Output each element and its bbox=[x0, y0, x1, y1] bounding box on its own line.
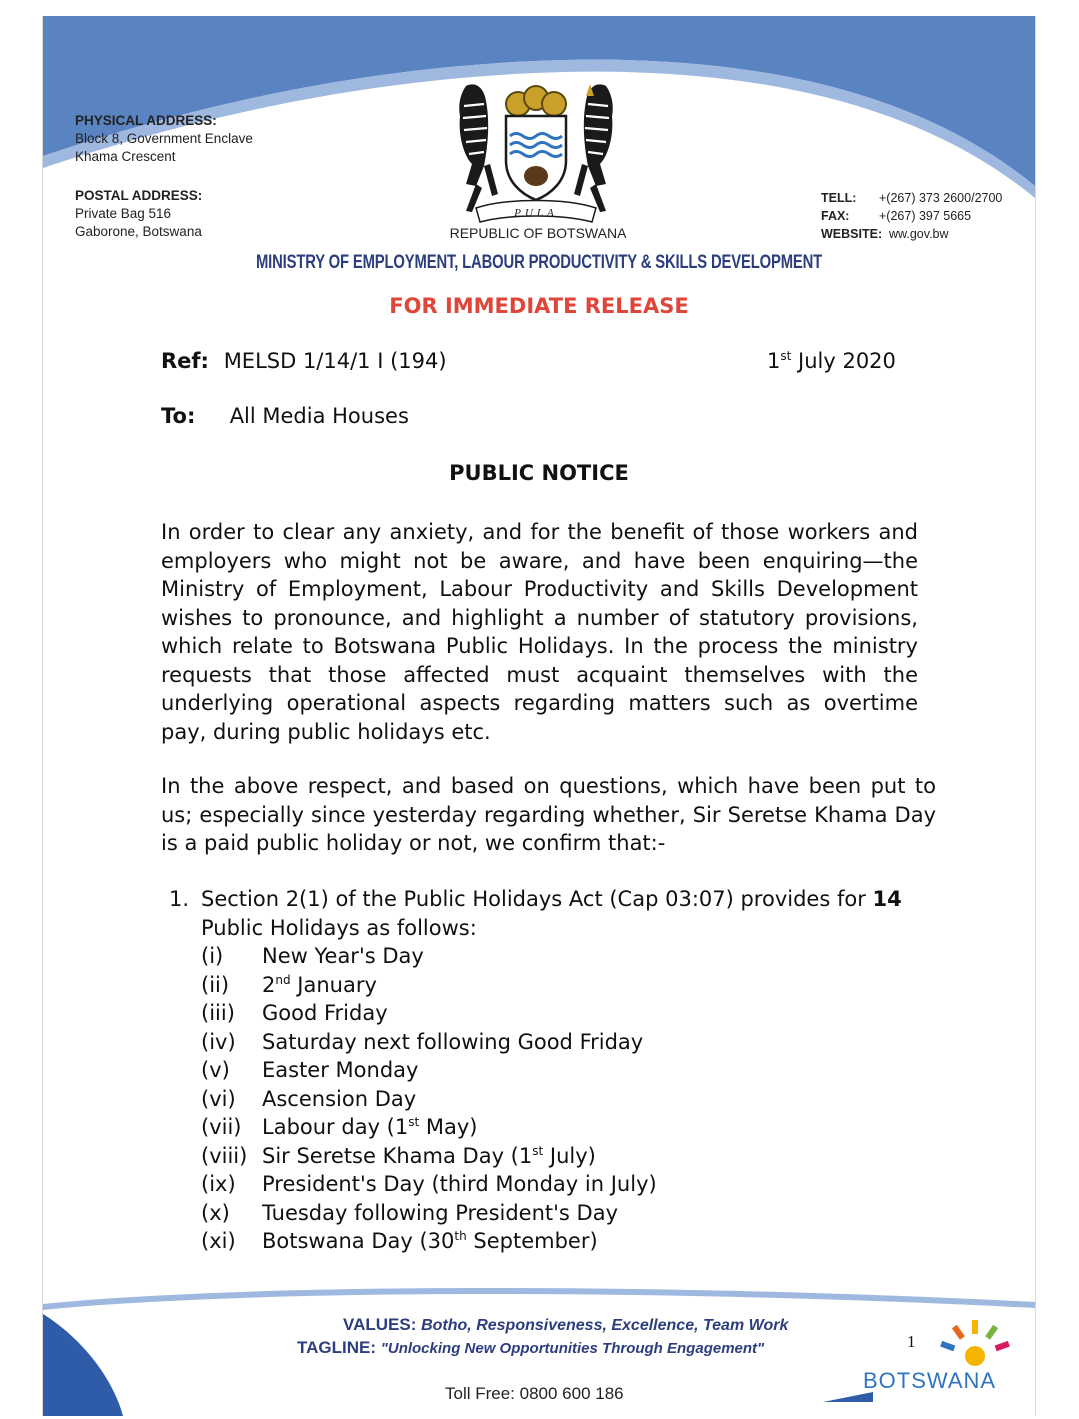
list-item-number: (v) bbox=[201, 1058, 230, 1082]
botswana-brand-text: BOTSWANA bbox=[863, 1368, 997, 1393]
postal-address bbox=[75, 187, 202, 241]
reference-line bbox=[161, 347, 447, 376]
list-item-text: Saturday next following Good Friday bbox=[262, 1029, 644, 1054]
tagline-text: "Unlocking New Opportunities Through Engagement" bbox=[380, 1340, 765, 1357]
list-item-text: Labour day (1 bbox=[262, 1115, 409, 1139]
fax-label: FAX: bbox=[821, 209, 850, 223]
list-item-text: 2 bbox=[262, 972, 276, 997]
toll-free: Toll Free: 0800 600 186 bbox=[445, 1384, 624, 1403]
list-item-text: Ascension Day bbox=[262, 1086, 417, 1111]
list-item-text: Botswana Day (30 bbox=[262, 1229, 455, 1253]
botswana-sun-logo bbox=[923, 1316, 1028, 1366]
date-rest: July 2020 bbox=[791, 349, 896, 373]
list-item-number: (vi) bbox=[201, 1086, 236, 1111]
list-item bbox=[201, 1028, 643, 1057]
list-item-number: (xi) bbox=[201, 1229, 236, 1253]
notice-title: PUBLIC NOTICE bbox=[449, 461, 629, 485]
website-value: ww.gov.bw bbox=[889, 227, 949, 241]
coat-of-arms-emblem bbox=[436, 66, 636, 226]
date-line bbox=[767, 347, 896, 376]
date-day: 1 bbox=[767, 349, 781, 373]
to-value: All Media Houses bbox=[229, 404, 409, 428]
republic-label: REPUBLIC OF BOTSWANA bbox=[449, 225, 627, 241]
fax-value: +(267) 397 5665 bbox=[879, 209, 972, 223]
list-item-after: January bbox=[290, 972, 377, 997]
date-suffix: st bbox=[780, 349, 792, 363]
website-label: WEBSITE: bbox=[821, 227, 883, 241]
holiday-count: 14 bbox=[872, 887, 902, 911]
tel-row bbox=[821, 189, 1002, 207]
list-item-number: (iii) bbox=[201, 1001, 235, 1025]
list-item-after: September) bbox=[466, 1229, 598, 1253]
list-item-text: Good Friday bbox=[262, 1001, 388, 1025]
list-item-sup: st bbox=[532, 1143, 544, 1158]
list-item-sup: st bbox=[408, 1115, 420, 1129]
list-item-sup: nd bbox=[275, 972, 291, 987]
document-page bbox=[42, 16, 1036, 1416]
point-number: 1. bbox=[169, 887, 190, 911]
list-item-number: (ii) bbox=[201, 972, 230, 997]
list-item-number: (vii) bbox=[201, 1115, 242, 1139]
list-item-text: Tuesday following President's Day bbox=[262, 1200, 619, 1225]
physical-address-line: Block 8, Government Enclave bbox=[75, 131, 253, 146]
coat-of-arms-motto: PULA bbox=[514, 207, 558, 219]
list-item-after: July) bbox=[543, 1143, 596, 1168]
contact-block bbox=[821, 189, 1002, 243]
list-item-number: (x) bbox=[201, 1200, 230, 1225]
list-item-sup: th bbox=[454, 1229, 467, 1243]
list-item bbox=[201, 1227, 598, 1256]
values-text: Botho, Responsiveness, Excellence, Team Work bbox=[421, 1317, 789, 1334]
list-item-text: New Year's Day bbox=[262, 944, 424, 968]
list-item-after: May) bbox=[419, 1115, 478, 1139]
list-item bbox=[201, 1199, 618, 1228]
tagline-label: TAGLINE: bbox=[297, 1338, 377, 1357]
list-item bbox=[201, 999, 388, 1028]
list-item bbox=[201, 942, 424, 971]
ministry-title: MINISTRY OF EMPLOYMENT, LABOUR PRODUCTIVITY & SKILLS DEVELOPMENT bbox=[255, 252, 823, 273]
point-one-text bbox=[201, 885, 921, 942]
postal-address-label: POSTAL ADDRESS: bbox=[75, 188, 203, 203]
list-item bbox=[201, 1056, 418, 1085]
list-item bbox=[201, 1085, 416, 1114]
point-one-tail: Public Holidays as follows: bbox=[201, 915, 477, 940]
list-item-text: Sir Seretse Khama Day (1 bbox=[262, 1143, 533, 1168]
postal-address-line: Gaborone, Botswana bbox=[75, 224, 202, 239]
list-item-number: (i) bbox=[201, 944, 224, 968]
tagline-line bbox=[297, 1338, 764, 1358]
list-item bbox=[201, 1142, 596, 1171]
paragraph-one: In order to clear any anxiety, and for the benefit of those workers and employers who might not be aware, and have been enquiring—the Ministry of Employment, Labour Productivity and Skills Development wishes to pronounce, and highlight a number of statutory provisions, which relate to Botswana Public Holidays. In the process the ministry requests that those affected must acquaint themselves with the underlying operational aspects regarding matters such as overtime pay, during public holidays etc. bbox=[161, 520, 918, 744]
list-item-text: Easter Monday bbox=[262, 1058, 419, 1082]
page-number: 1 bbox=[907, 1332, 916, 1351]
ref-label: Ref: bbox=[161, 349, 209, 373]
postal-address-line: Private Bag 516 bbox=[75, 206, 172, 221]
list-item bbox=[201, 971, 377, 1000]
to-label: To: bbox=[161, 404, 196, 428]
values-line bbox=[343, 1315, 788, 1335]
list-item bbox=[201, 1170, 657, 1199]
list-item-number: (viii) bbox=[201, 1143, 248, 1168]
website-row bbox=[821, 225, 1002, 243]
recipient-line bbox=[161, 402, 409, 431]
tel-label: TELL: bbox=[821, 191, 857, 205]
physical-address-line: Khama Crescent bbox=[75, 149, 176, 164]
list-item-text: President's Day (third Monday in July) bbox=[262, 1172, 657, 1196]
point-one-lead: Section 2(1) of the Public Holidays Act (Cap 03:07) provides for bbox=[201, 887, 873, 911]
release-banner: FOR IMMEDIATE RELEASE bbox=[389, 294, 689, 318]
physical-address-label: PHYSICAL ADDRESS: bbox=[75, 113, 217, 128]
fax-row bbox=[821, 207, 1002, 225]
list-item-number: (ix) bbox=[201, 1172, 236, 1196]
physical-address bbox=[75, 112, 253, 166]
paragraph-two: In the above respect, and based on questions, which have been put to us; especially since yesterday regarding whether, Sir Seretse Khama Day is a paid public holiday or not, we confirm that:- bbox=[161, 774, 936, 855]
ref-value: MELSD 1/14/1 I (194) bbox=[223, 349, 447, 373]
list-item bbox=[201, 1113, 478, 1142]
list-item-number: (iv) bbox=[201, 1029, 236, 1054]
values-label: VALUES: bbox=[343, 1315, 417, 1334]
tel-value: +(267) 373 2600/2700 bbox=[879, 191, 1003, 205]
